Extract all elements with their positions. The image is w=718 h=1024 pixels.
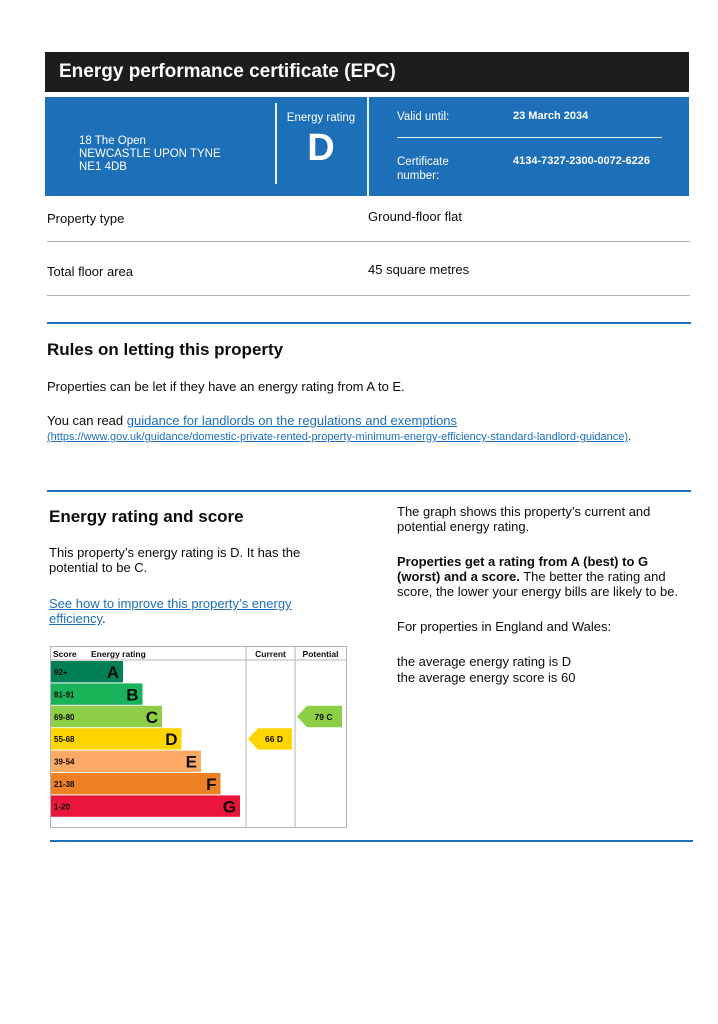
certificate-number-value: 4134-7327-2300-0072-6226 — [513, 155, 651, 167]
graph-header-rating: Energy rating — [91, 649, 146, 659]
band-range-f: 21-38 — [54, 780, 75, 789]
graph-explanation: The graph shows this property’s current and potential energy rating. — [397, 504, 651, 534]
floor-area-value: 45 square metres — [368, 262, 470, 277]
section-divider — [47, 490, 691, 492]
energy-rating-letter: D — [307, 127, 335, 169]
band-range-g: 1-20 — [54, 802, 71, 812]
divider — [397, 137, 662, 138]
guidance-link[interactable]: guidance for landlords on the regulations and exemptions — [126, 413, 458, 428]
address-line: NE1 4DB — [79, 161, 127, 173]
address-line: 18 The Open — [79, 135, 146, 147]
potential-rating-label: 79 C — [314, 711, 333, 722]
graph-header-current: Current — [255, 649, 286, 659]
england-wales-label: For properties in England and Wales: — [397, 619, 612, 634]
letting-paragraph: Properties can be let if they have an energy rating from A to E. — [47, 379, 405, 394]
average-rating: the average energy rating is D — [397, 654, 572, 669]
band-range-b: 81-91 — [54, 690, 75, 700]
improve-efficiency-link[interactable]: See how to improve this property’s energy efficiency — [49, 596, 292, 626]
title-bar — [45, 52, 689, 92]
divider — [47, 241, 690, 242]
address — [79, 135, 221, 174]
letting-heading: Rules on letting this property — [47, 340, 284, 359]
graph-header-score: Score — [53, 649, 77, 659]
band-range-a: 92+ — [54, 668, 68, 677]
improve-paragraph — [49, 596, 339, 626]
rating-explanation — [397, 554, 695, 599]
average-score: the average energy score is 60 — [397, 670, 576, 685]
band-letter-g: G — [222, 797, 236, 817]
guidance-prefix: You can read — [47, 413, 127, 428]
guidance-suffix: . — [628, 431, 632, 443]
property-type-label: Property type — [47, 211, 125, 226]
epc-rating-graph — [50, 646, 347, 828]
band-letter-c: C — [145, 707, 158, 727]
letting-guidance-paragraph — [47, 413, 657, 444]
page-title: Energy performance certificate (EPC) — [59, 61, 396, 82]
band-letter-d: D — [165, 730, 178, 750]
improve-suffix: . — [102, 611, 106, 626]
section-divider — [47, 322, 691, 324]
band-bar-f — [51, 773, 221, 794]
address-line: NEWCASTLE UPON TYNE — [79, 148, 221, 160]
valid-until-value: 23 March 2034 — [513, 110, 589, 122]
energy-rating-label: Energy rating — [286, 112, 356, 124]
graph-header-potential: Potential — [302, 649, 339, 659]
rating-paragraph: This property’s energy rating is D. It has the potential to be C. — [49, 545, 301, 575]
band-letter-a: A — [106, 663, 119, 682]
section-divider — [50, 840, 693, 842]
rating-explanation-bold: Properties get a rating from A (best) to G (worst) and a score. — [397, 554, 649, 584]
epc-rating-svg — [51, 647, 346, 827]
summary-box — [45, 97, 689, 196]
certificate-number-label: Certificate number: — [397, 156, 449, 182]
guidance-url-link[interactable]: (https://www.gov.uk/guidance/domestic-private-rented-property-minimum-energy-efficiency-standard-landlord-guidance) — [47, 431, 629, 443]
band-range-c: 69-80 — [54, 712, 75, 722]
band-range-d: 55-68 — [54, 735, 75, 745]
valid-until-label: Valid until: — [397, 111, 450, 123]
floor-area-label: Total floor area — [47, 264, 133, 279]
rating-explanation-rest: The better the rating and score, the lower your energy bills are likely to be. — [397, 569, 679, 599]
band-range-e: 39-54 — [54, 757, 75, 767]
divider — [367, 97, 369, 196]
band-letter-b: B — [126, 685, 139, 705]
band-bar-g — [51, 795, 240, 816]
divider — [47, 295, 690, 296]
current-rating-label: 66 D — [265, 734, 283, 745]
rating-heading: Energy rating and score — [49, 507, 244, 526]
property-type-value: Ground-floor flat — [368, 209, 462, 224]
band-letter-e: E — [185, 752, 197, 772]
band-letter-f: F — [206, 775, 217, 794]
